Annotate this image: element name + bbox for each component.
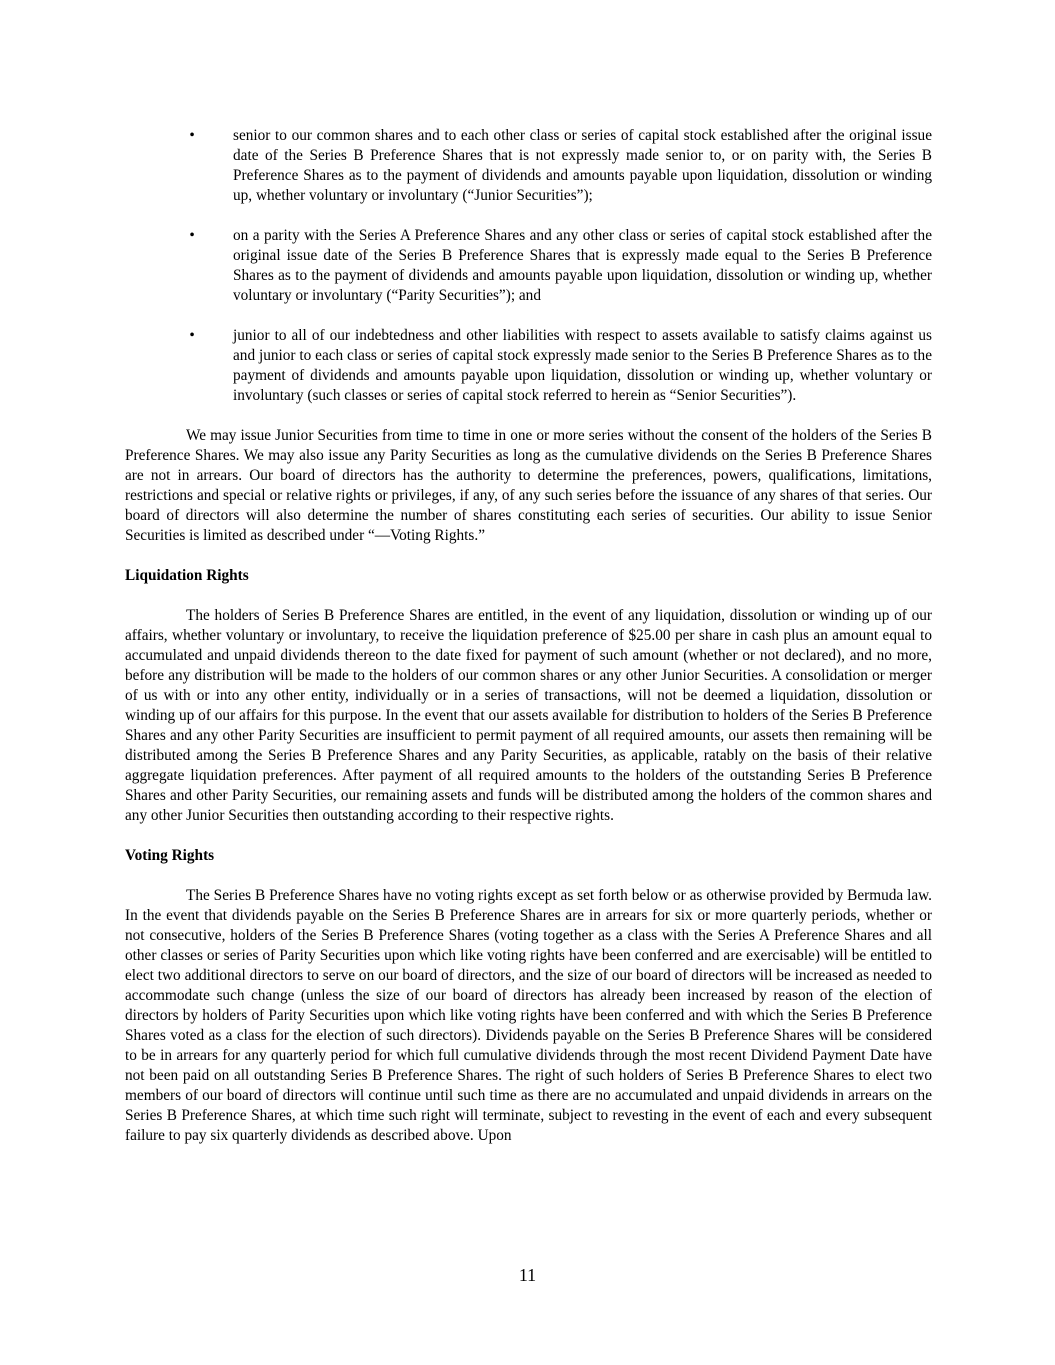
page-number: 11 [518, 1265, 537, 1285]
bullet-text: junior to all of our indebtedness and other liabilities with respect to assets available to satisfy claims against us and junior to each class or series of capital stock expressly made senior to the Series B Preference Shares as to the payment of dividends and amounts payable upon liquidation, dissolution or winding up, whether voluntary or involuntary (such classes or series of capital stock referred to herein as “Senior Securities”). [233, 327, 932, 404]
voting-paragraph: The Series B Preference Shares have no voting rights except as set forth below or as otherwise provided by Bermuda law. In the event that dividends payable on the Series B Preference Shares are in arrears for six or more quarterly periods, whether or not consecutive, holders of the Series B Preference Shares (voting together as a class with the Series A Preference Shares and all other classes or series of Parity Securities upon which like voting rights have been conferred and are exercisable) will be entitled to elect two additional directors to serve on our board of directors, and the size of our board of directors will be increased as needed to accommodate such change (unless the size of our board of directors has already been increased by reason of the election of directors by holders of Parity Securities upon which like voting rights have been conferred and with which the Series B Preference Shares voted as a class for the election of such directors). Dividends payable on the Series B Preference Shares will be considered to be in arrears for any quarterly period for which full cumulative dividends through the most recent Dividend Payment Date have not been paid on all outstanding Series B Preference Shares. The right of such holders of Series B Preference Shares to elect two members of our board of directors will continue until such time as there are no accumulated and unpaid dividends in arrears on the Series B Preference Shares, at which time such right will terminate, subject to revesting in the event of each and every subsequent failure to pay six quarterly dividends as described above. Upon [125, 887, 932, 1144]
bullet-item-junior [125, 126, 932, 206]
bullet-item-senior [125, 326, 932, 406]
bullet-list [125, 126, 932, 406]
voting-heading: Voting Rights [125, 847, 215, 864]
document-page [125, 126, 932, 1166]
liquidation-heading: Liquidation Rights [125, 567, 249, 584]
liquidation-paragraph: The holders of Series B Preference Shares are entitled, in the event of any liquidation, dissolution or winding up of our affairs, whether voluntary or involuntary, to receive the liquidation preference of $25.00 per share in cash plus an amount equal to accumulated and unpaid dividends thereon to the date fixed for payment of such amount (whether or not declared), and no more, before any distribution will be made to the holders of our common shares or any other Junior Securities. A consolidation or merger of us with or into any other entity, individually or in a series of transactions, will not be deemed a liquidation, dissolution or winding up of our affairs for this purpose. In the event that our assets available for distribution to holders of the Series B Preference Shares and any other Parity Securities are insufficient to permit payment of all required amounts, our assets then remaining will be distributed among the Series B Preference Shares and any Parity Securities, as applicable, ratably on the basis of their relative aggregate liquidation preferences. After payment of all required amounts to the holders of the outstanding Series B Preference Shares and other Parity Securities, our remaining assets and funds will be distributed among the holders of the common shares and any other Junior Securities then outstanding according to their respective rights. [125, 607, 932, 824]
bullet-text: senior to our common shares and to each other class or series of capital stock established after the original issue date of the Series B Preference Shares that is not expressly made senior to, or on parity with, the Series B Preference Shares as to the payment of dividends and amounts payable upon liquidation, dissolution or winding up, whether voluntary or involuntary (“Junior Securities”); [233, 127, 932, 204]
bullet-icon: • [189, 127, 195, 144]
bullet-icon: • [189, 327, 195, 344]
bullet-text: on a parity with the Series A Preference Shares and any other class or series of capital stock established after the original issue date of the Series B Preference Shares that is expressly made equal to the Series B Preference Shares as to the payment of dividends and amounts payable upon liquidation, dissolution or winding up, whether voluntary or involuntary (“Parity Securities”); and [233, 227, 932, 304]
intro-paragraph: We may issue Junior Securities from time to time in one or more series without the consent of the holders of the Series B Preference Shares. We may also issue any Parity Securities as long as the cumulative dividends on the Series B Preference Shares are not in arrears. Our board of directors has the authority to determine the preferences, powers, qualifications, limitations, restrictions and special or relative rights or privileges, if any, of any such series before the issuance of any shares of that series. Our board of directors will also determine the number of shares constituting each series of securities. Our ability to issue Senior Securities is limited as described under “—Voting Rights.” [125, 427, 932, 544]
bullet-item-parity [125, 226, 932, 306]
bullet-icon: • [189, 227, 195, 244]
